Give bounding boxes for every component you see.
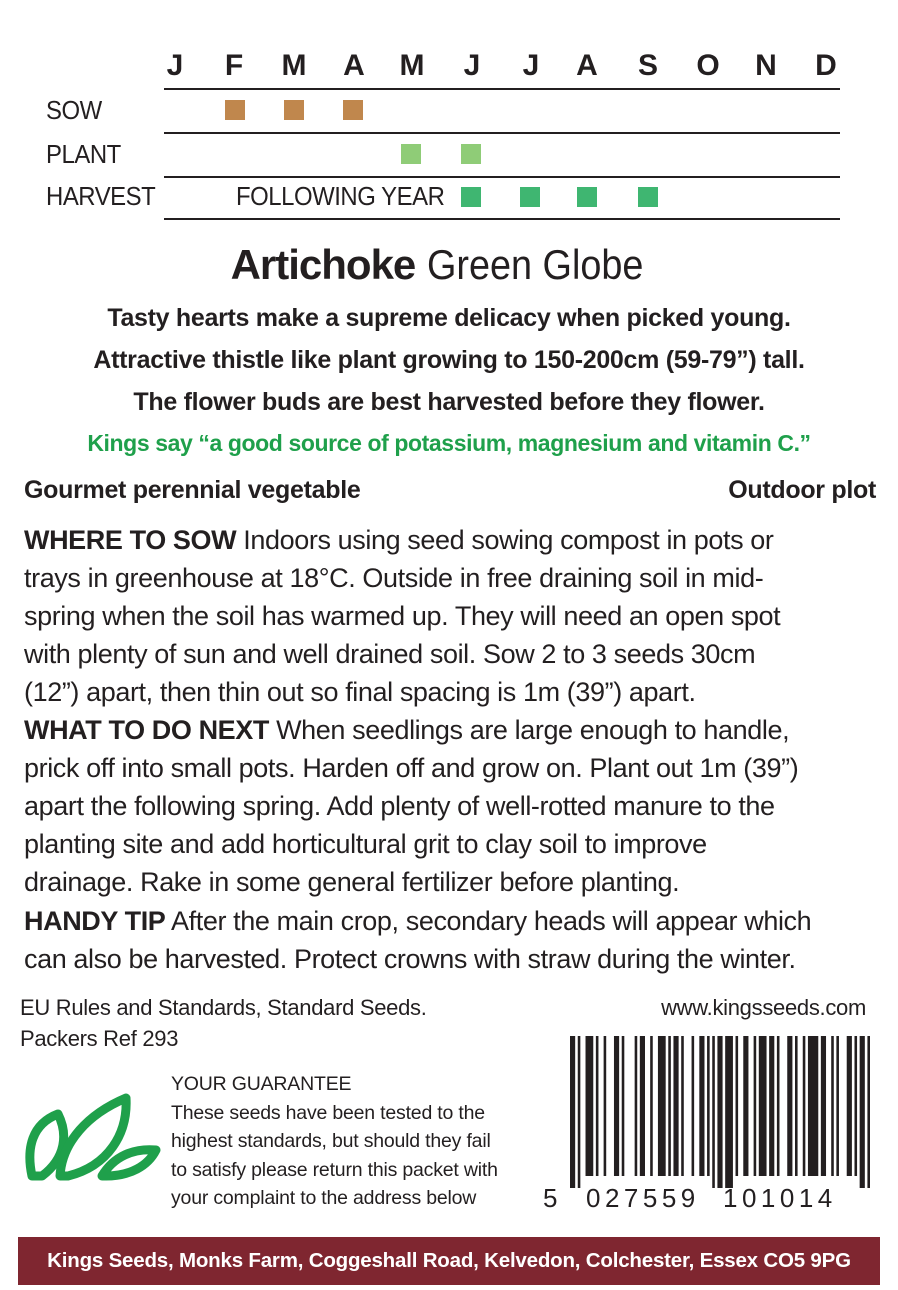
- tagline: The flower buds are best harvested before they flower.: [133, 388, 765, 416]
- sow-marker-mar: [284, 100, 304, 120]
- body-line: with plenty of sun and well drained soil. Sow 2 to 3 seeds 30cm: [24, 639, 756, 669]
- guarantee-line: your complaint to the address below: [171, 1187, 477, 1210]
- harvest-marker-sep: [638, 187, 658, 207]
- row-label-plant: PLANT: [46, 139, 121, 169]
- guarantee-line: to satisfy please return this packet with: [171, 1158, 498, 1181]
- barcode-bar: [668, 1036, 671, 1176]
- barcode-bar: [769, 1036, 774, 1176]
- body-line: trays in greenhouse at 18°C. Outside in free draining soil in mid-: [24, 563, 764, 593]
- barcode-bar: [777, 1036, 780, 1176]
- leaf-logo-icon: [22, 1090, 162, 1186]
- month-dec: D: [815, 49, 837, 82]
- guarantee-heading: YOUR GUARANTEE: [171, 1073, 352, 1095]
- barcode-bar: [578, 1036, 581, 1188]
- product-title: [0, 240, 898, 290]
- calendar-rule: [164, 132, 840, 134]
- month-jul: J: [522, 49, 540, 82]
- body-line: (12”) apart, then thin out so final spacing is 1m (39”) apart.: [24, 677, 696, 707]
- month-feb: F: [224, 49, 244, 82]
- barcode-bar: [736, 1036, 739, 1176]
- packers-ref: Packers Ref 293: [20, 1026, 179, 1051]
- tagline: Attractive thistle like plant growing to 150-200cm (59-79”) tall.: [93, 346, 805, 374]
- barcode-bar: [803, 1036, 806, 1176]
- month-jan: J: [166, 49, 184, 82]
- barcode-bar: [808, 1036, 818, 1176]
- barcode: [570, 1036, 870, 1188]
- location: Outdoor plot: [728, 476, 876, 504]
- barcode-digit-first: 5: [543, 1183, 558, 1213]
- barcode-bar: [787, 1036, 792, 1176]
- barcode-bar: [699, 1036, 704, 1176]
- month-oct: O: [696, 49, 720, 82]
- barcode-bar: [725, 1036, 733, 1188]
- barcode-bar: [743, 1036, 748, 1176]
- barcode-bar: [836, 1036, 839, 1176]
- plant-marker-jun: [461, 144, 481, 164]
- barcode-bar: [640, 1036, 645, 1176]
- barcode-bar: [570, 1036, 575, 1188]
- barcode-bar: [692, 1036, 695, 1176]
- barcode-bar: [658, 1036, 666, 1176]
- barcode-bar: [604, 1036, 607, 1176]
- barcode-bar: [717, 1036, 722, 1188]
- section-heading: HANDY TIP: [24, 906, 166, 936]
- month-mar: M: [281, 49, 307, 82]
- plant-marker-may: [401, 144, 421, 164]
- barcode-bar: [821, 1036, 826, 1176]
- body-line: spring when the soil has warmed up. They will need an open spot: [24, 601, 781, 631]
- barcode-bar: [854, 1036, 857, 1176]
- body-line: When seedlings are large enough to handle,: [269, 715, 790, 745]
- harvest-marker-aug: [577, 187, 597, 207]
- month-jun: J: [463, 49, 481, 82]
- barcode-bar: [795, 1036, 798, 1176]
- barcode-bar: [754, 1036, 757, 1176]
- barcode-bar: [712, 1036, 715, 1188]
- barcode-bar: [635, 1036, 638, 1176]
- sow-marker-apr: [343, 100, 363, 120]
- barcode-bar: [622, 1036, 625, 1176]
- barcode-bar: [847, 1036, 852, 1176]
- website-link[interactable]: www.kingsseeds.com: [661, 995, 866, 1020]
- barcode-digits-left: 027559: [586, 1183, 700, 1213]
- section-heading: WHAT TO DO NEXT: [24, 715, 269, 745]
- row-label-harvest: HARVEST: [46, 181, 156, 211]
- barcode-bar: [681, 1036, 684, 1176]
- guarantee-line: highest standards, but should they fail: [171, 1130, 491, 1153]
- barcode-bar: [759, 1036, 767, 1176]
- eu-rules: EU Rules and Standards, Standard Seeds.: [20, 995, 427, 1020]
- harvest-marker-jun: [461, 187, 481, 207]
- calendar-rule: [164, 88, 840, 90]
- harvest-marker-jul: [520, 187, 540, 207]
- where-to-sow-section: [24, 521, 874, 711]
- category: Gourmet perennial vegetable: [24, 476, 361, 504]
- barcode-bar: [586, 1036, 594, 1176]
- calendar-rule: [164, 176, 840, 178]
- row-label-sow: SOW: [46, 95, 102, 125]
- body-line: prick off into small pots. Harden off and grow on. Plant out 1m (39”): [24, 753, 799, 783]
- barcode-bar: [614, 1036, 619, 1176]
- body-line: can also be harvested. Protect crowns with straw during the winter.: [24, 944, 796, 974]
- tagline: Tasty hearts make a supreme delicacy when picked young.: [107, 304, 791, 332]
- guarantee-line: These seeds have been tested to the: [171, 1101, 485, 1124]
- barcode-bar: [860, 1036, 865, 1188]
- barcode-bar: [650, 1036, 653, 1176]
- barcode-bar: [867, 1036, 870, 1188]
- handy-tip-section: [24, 902, 874, 978]
- month-may: M: [399, 49, 425, 82]
- sow-marker-feb: [225, 100, 245, 120]
- body-line: planting site and add horticultural grit to clay soil to improve: [24, 829, 707, 859]
- barcode-bar: [707, 1036, 710, 1176]
- barcode-bar: [831, 1036, 834, 1176]
- harvest-note: FOLLOWING YEAR: [236, 181, 445, 211]
- month-aug: A: [576, 49, 598, 82]
- address-footer: Kings Seeds, Monks Farm, Coggeshall Road, Kelvedon, Colchester, Essex CO5 9PG: [18, 1237, 880, 1285]
- calendar-rule: [164, 218, 840, 220]
- body-line: apart the following spring. Add plenty of well-rotted manure to the: [24, 791, 775, 821]
- kings-say: Kings say “a good source of potassium, magnesium and vitamin C.”: [87, 430, 811, 456]
- product-name: Artichoke: [230, 241, 416, 288]
- month-apr: A: [343, 49, 365, 82]
- barcode-bar: [596, 1036, 599, 1176]
- section-heading: WHERE TO SOW: [24, 525, 237, 555]
- month-nov: N: [755, 49, 777, 82]
- body-line: After the main crop, secondary heads will appear which: [165, 906, 812, 936]
- body-line: drainage. Rake in some general fertilizer before planting.: [24, 867, 680, 897]
- what-to-do-next-section: [24, 711, 874, 901]
- guarantee: [171, 1070, 498, 1213]
- barcode-digits-right: 101014: [723, 1183, 837, 1213]
- month-sep: S: [637, 49, 658, 82]
- product-variety: Green Globe: [426, 241, 644, 288]
- body-line: Indoors using seed sowing compost in pots or: [236, 525, 774, 555]
- barcode-bar: [673, 1036, 678, 1176]
